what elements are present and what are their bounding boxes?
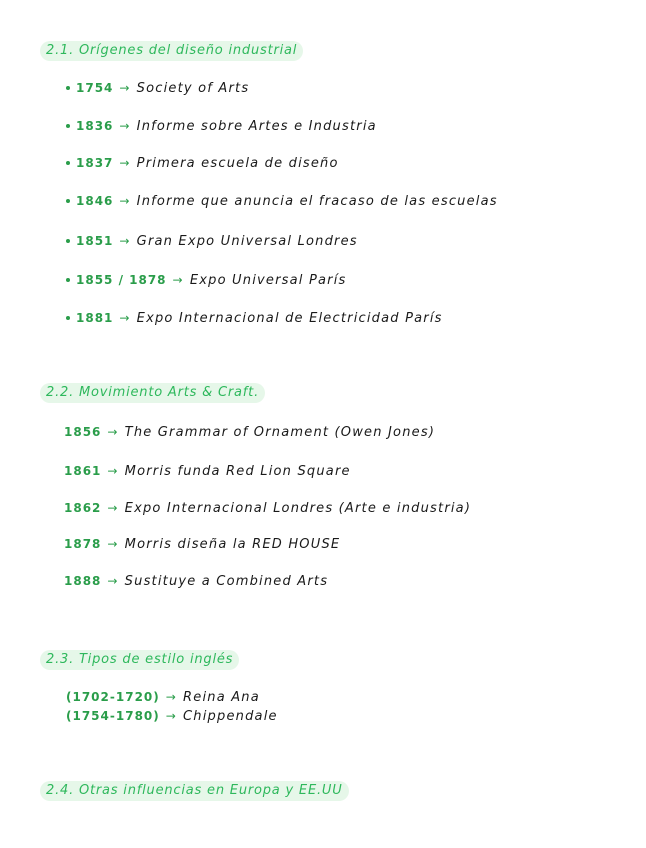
list-item [66, 232, 358, 251]
item-year: 1851 [76, 234, 114, 248]
item-text: Sustituye a Combined Arts [124, 574, 329, 589]
item-text: Gran Expo Universal Londres [136, 234, 358, 249]
arrow-icon: → [165, 690, 178, 704]
list-item [66, 271, 346, 290]
item-text: Expo Internacional Londres (Arte e industria) [124, 501, 472, 516]
item-year: (1754-1780) [66, 709, 160, 723]
arrow-icon: → [107, 537, 119, 551]
list-item [64, 499, 471, 518]
bullet-icon [66, 239, 70, 243]
arrow-icon: → [119, 81, 131, 95]
bullet-icon [66, 124, 70, 128]
list-item [64, 462, 351, 481]
bullet-icon [66, 316, 70, 320]
item-text: The Grammar of Ornament (Owen Jones) [124, 425, 436, 440]
arrow-icon: → [107, 501, 119, 515]
item-year: 1861 [64, 464, 102, 478]
section-title-2-2: 2.2. Movimiento Arts & Craft. [40, 383, 265, 403]
item-text: Chippendale [183, 709, 278, 724]
bullet-icon [66, 278, 70, 282]
bullet-icon [66, 161, 70, 165]
bullet-icon [66, 86, 70, 90]
item-text: Primera escuela de diseño [136, 156, 339, 171]
item-text: Society of Arts [136, 81, 250, 96]
list-item [64, 572, 328, 591]
arrow-icon: → [107, 574, 119, 588]
item-text: Expo Universal París [189, 273, 347, 288]
section-title-2-1: 2.1. Orígenes del diseño industrial [40, 41, 303, 61]
bullet-icon [66, 199, 70, 203]
list-item [66, 309, 443, 328]
list-item [64, 423, 435, 442]
arrow-icon: → [119, 234, 131, 248]
list-item [66, 688, 260, 707]
item-year: 1837 [76, 156, 114, 170]
item-year: (1702-1720) [66, 690, 160, 704]
item-year: 1754 [76, 81, 114, 95]
item-year: 1836 [76, 119, 114, 133]
arrow-icon: → [119, 311, 131, 325]
item-text: Informe sobre Artes e Industria [136, 119, 377, 134]
arrow-icon: → [119, 194, 131, 208]
arrow-icon: → [107, 425, 119, 439]
list-item [66, 117, 377, 136]
item-year: 1856 [64, 425, 102, 439]
arrow-icon: → [172, 273, 184, 287]
arrow-icon: → [107, 464, 119, 478]
arrow-icon: → [119, 119, 131, 133]
list-item [66, 707, 278, 726]
item-year: 1862 [64, 501, 102, 515]
item-text: Informe que anuncia el fracaso de las escuelas [136, 194, 498, 209]
item-year: 1878 [64, 537, 102, 551]
item-text: Morris diseña la RED HOUSE [124, 537, 341, 552]
item-text: Morris funda Red Lion Square [124, 464, 351, 479]
list-item [66, 192, 498, 211]
item-year: 1888 [64, 574, 102, 588]
list-item [66, 79, 249, 98]
item-year: 1846 [76, 194, 114, 208]
arrow-icon: → [119, 156, 131, 170]
list-item [64, 535, 340, 554]
arrow-icon: → [165, 709, 178, 723]
item-text: Expo Internacional de Electricidad París [136, 311, 443, 326]
section-title-2-4: 2.4. Otras influencias en Europa y EE.UU [40, 781, 349, 801]
section-title-2-3: 2.3. Tipos de estilo inglés [40, 650, 239, 670]
item-year: 1855 / 1878 [76, 273, 167, 287]
list-item [66, 154, 339, 173]
item-text: Reina Ana [183, 690, 260, 705]
item-year: 1881 [76, 311, 114, 325]
